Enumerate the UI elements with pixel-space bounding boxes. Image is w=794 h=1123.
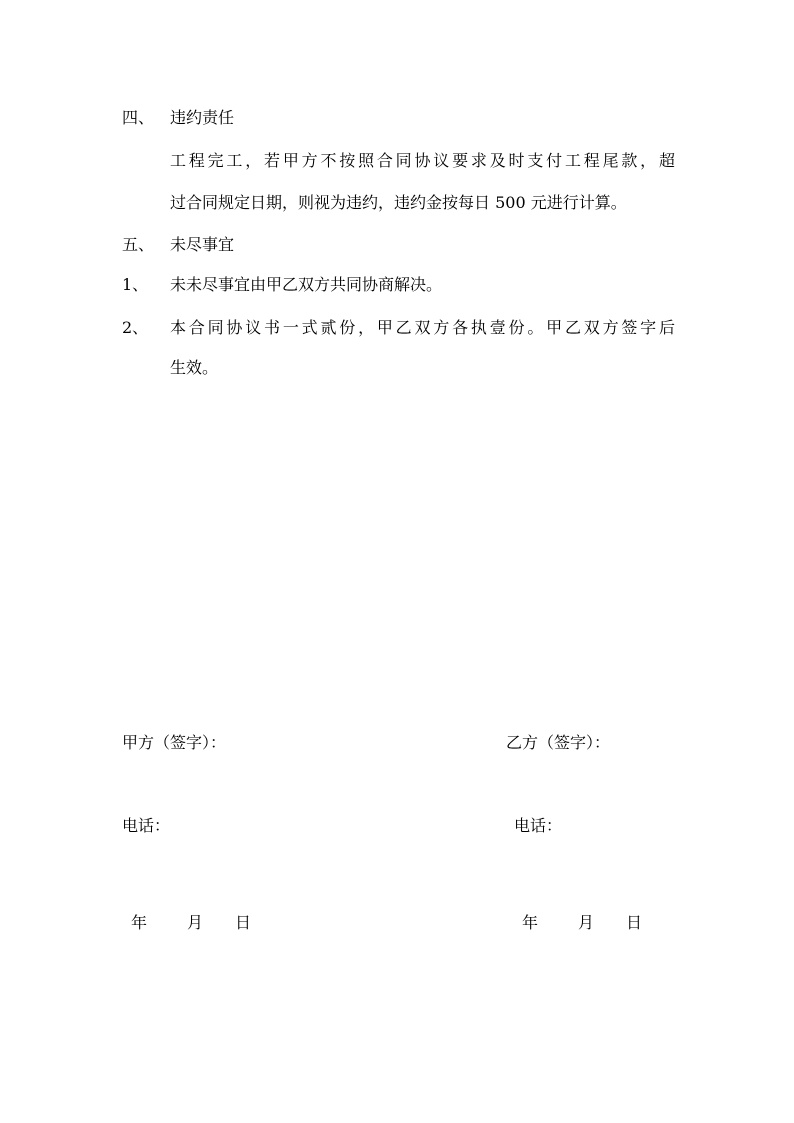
document-page: 四、 违约责任 工程完工，若甲方不按照合同协议要求及时支付工程尾款，超 过合同规定日期，则视为违约，违约金按每日 500 元进行计算。 五、 未尽事宜 1、 未未尽事宜由甲乙双方共同协商解决。 2、 本合同协议书一式贰份，甲乙双方各执壹份。甲乙双方签字后 生效。 甲方（签字）： 乙方（签字）： 电话： 电话： 年 月 日 年 月 日 [0,0,794,1123]
day-label: 日 [626,913,643,932]
section-4-title: 违约责任 [170,108,235,127]
list-item-text: 本合同协议书一式贰份，甲乙双方各执壹份。甲乙双方签字后 [170,318,675,337]
year-label: 年 [522,913,539,932]
list-item-number: 2、 [122,318,149,337]
section-5-number: 五、 [122,235,155,254]
list-item-text: 未未尽事宜由甲乙双方共同协商解决。 [170,275,443,294]
section-5-title: 未尽事宜 [170,235,235,254]
day-label: 日 [235,913,252,932]
party-b-phone-label: 电话： [514,816,563,835]
section-4-number: 四、 [122,108,155,127]
party-a-phone-label: 电话： [122,816,171,835]
year-label: 年 [131,913,148,932]
party-a-signature-label: 甲方（签字）： [122,733,227,752]
month-label: 月 [578,913,595,932]
month-label: 月 [187,913,204,932]
party-b-signature-label: 乙方（签字）： [506,733,611,752]
list-item-number: 1、 [122,275,149,294]
